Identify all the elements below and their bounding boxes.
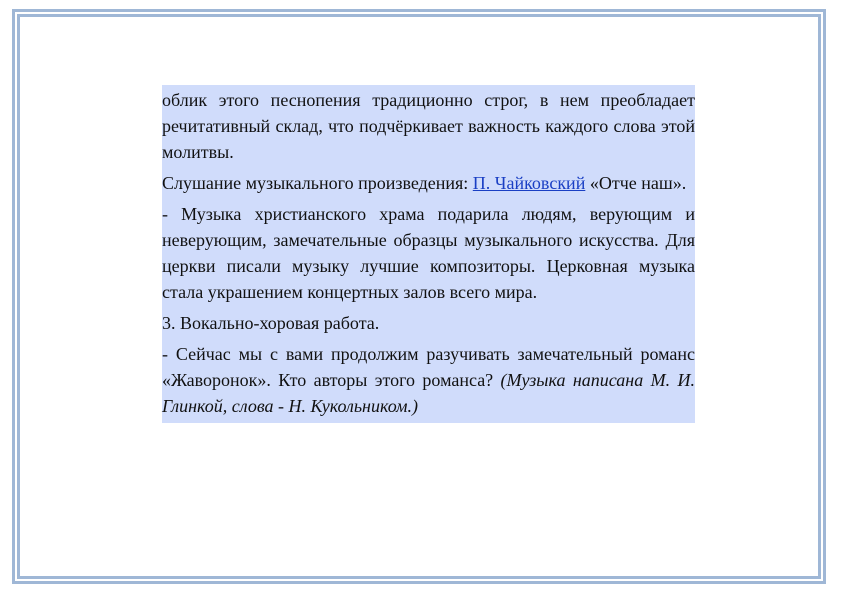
paragraph-romance [162,341,695,419]
romance-question: - Сейчас мы с вами продолжим разучивать замечательный романс «Жаворонок». Кто авторы этого романса? [162,344,695,390]
listening-label: Слушание музыкального произведения: [162,173,473,193]
paragraph-chant-description: облик этого песнопения традиционно строг, в нем преобладает речитативный склад, что подчёркивает важность каждого слова этой молитвы. [162,90,695,162]
paragraph-church-music: - Музыка христианского храма подарила людям, верующим и неверующим, замечательные образцы музыкального искусства. Для церкви писали музыку лучшие композиторы. Церковная музыка стала украшением концертных залов всего мира. [162,204,695,302]
romance-authors: (Музыка написана М. И. Глинкой, слова - Н. Кукольником.) [162,370,695,416]
paragraph-section-heading: 3. Вокально-хоровая работа. [162,313,380,333]
work-title: «Отче наш». [585,173,687,193]
text-block [162,85,695,423]
composer-link[interactable]: П. Чайковский [472,173,586,193]
paragraph-listening [162,170,695,196]
